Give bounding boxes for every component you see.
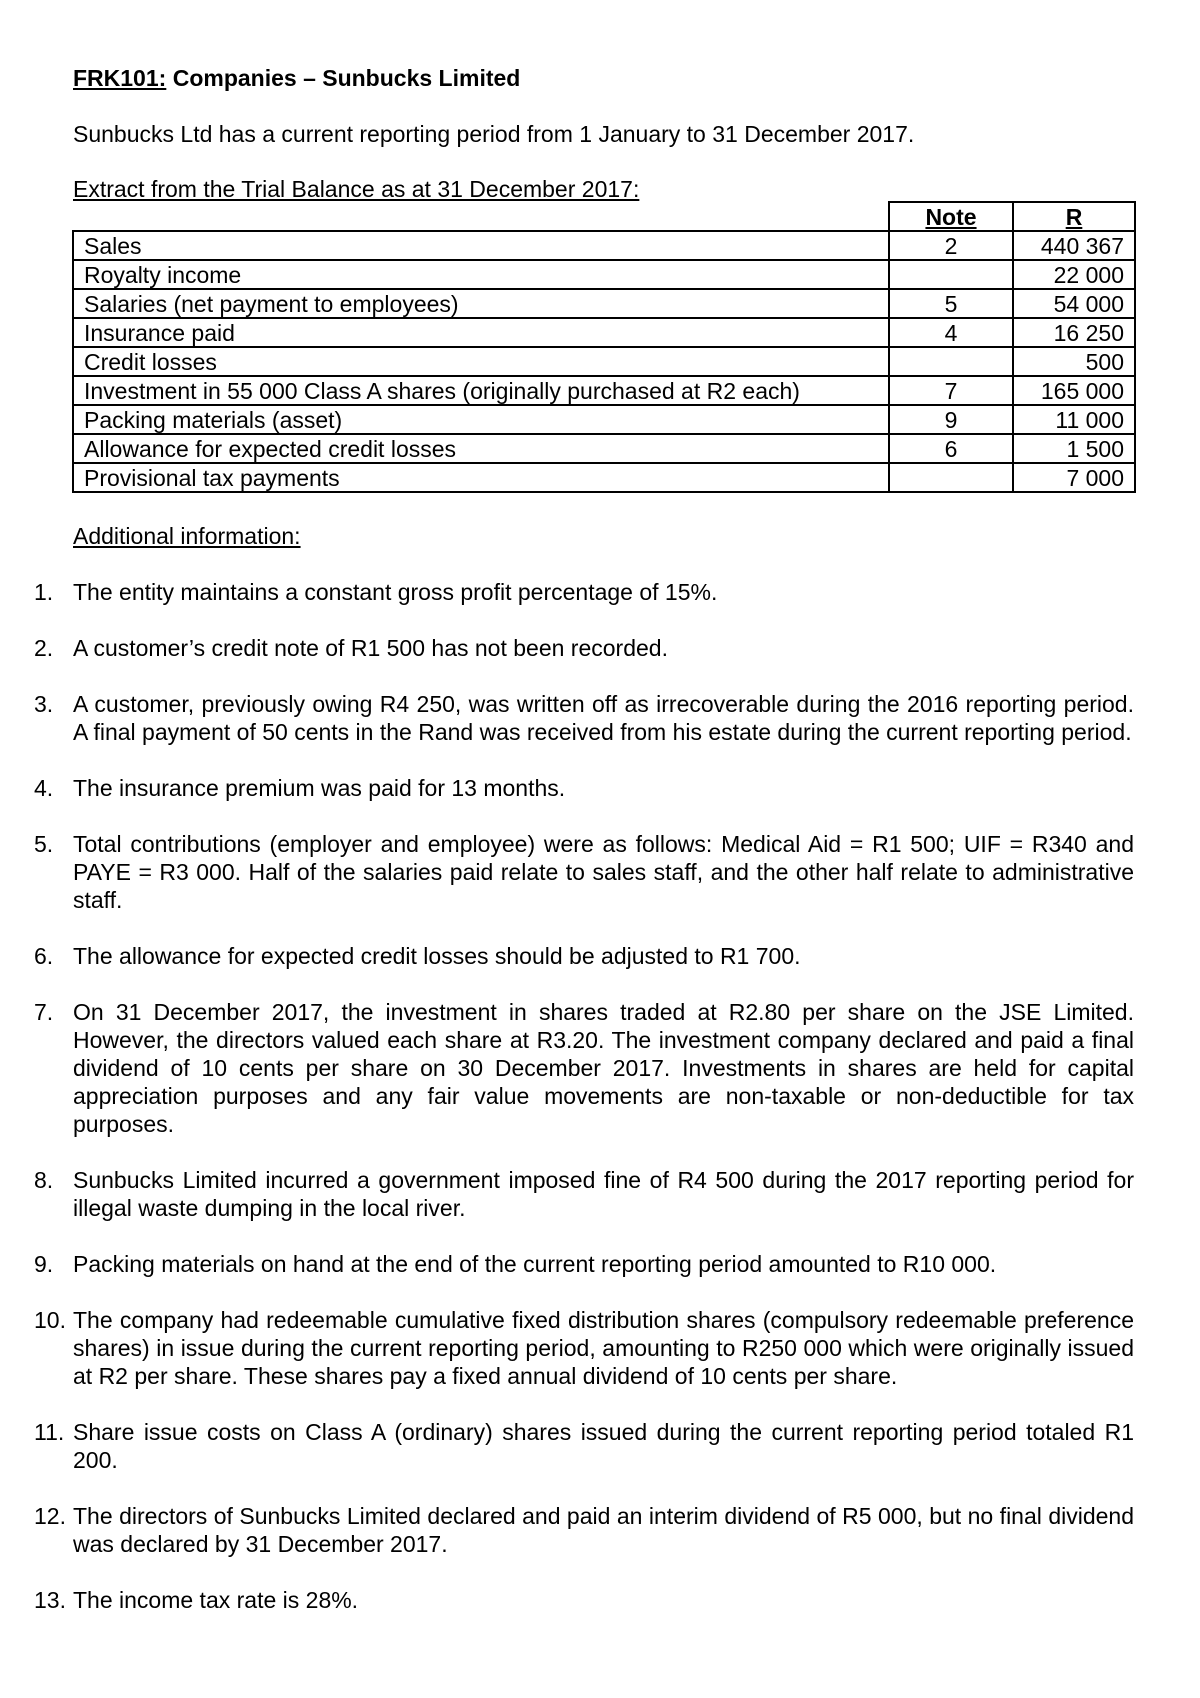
row-note: 2	[889, 231, 1013, 260]
table-row	[73, 347, 1135, 376]
item-text: Total contributions (employer and employee) were as follows: Medical Aid = R1 500; UIF = R340 and PAYE = R3 000. Half of the salaries paid relate to sales staff, and the other half relate to administrative staff.	[73, 831, 1134, 913]
list-item	[0, 1418, 1134, 1474]
row-amount: 16 250	[1013, 318, 1135, 347]
intro-paragraph: Sunbucks Ltd has a current reporting period from 1 January to 31 December 2017.	[73, 121, 915, 147]
table-header-row	[73, 202, 1135, 231]
list-item	[0, 1586, 1134, 1614]
row-description: Royalty income	[73, 260, 889, 289]
title-text: Companies – Sunbucks Limited	[166, 65, 521, 91]
table-row	[73, 318, 1135, 347]
row-description: Credit losses	[73, 347, 889, 376]
item-text: On 31 December 2017, the investment in shares traded at R2.80 per share on the JSE Limited. However, the directors valued each share at R3.20. The investment company declared and paid a final dividend of 10 cents per share on 30 December 2017. Investments in shares are held for capital appreciation purposes and any fair value movements are non-taxable or non-deductible for tax purposes.	[73, 999, 1134, 1137]
row-description: Insurance paid	[73, 318, 889, 347]
row-description: Packing materials (asset)	[73, 405, 889, 434]
page-title	[73, 64, 520, 92]
item-text: The allowance for expected credit losses should be adjusted to R1 700.	[73, 943, 801, 969]
list-item	[0, 830, 1134, 914]
item-number: 5.	[34, 831, 54, 857]
list-item	[0, 998, 1134, 1138]
row-amount: 22 000	[1013, 260, 1135, 289]
item-text: Share issue costs on Class A (ordinary) shares issued during the current reporting period totaled R1 200.	[73, 1419, 1134, 1473]
item-text: A customer’s credit note of R1 500 has not been recorded.	[73, 635, 668, 661]
item-number: 13.	[34, 1587, 66, 1613]
item-text: The insurance premium was paid for 13 months.	[73, 775, 566, 801]
table-row	[73, 231, 1135, 260]
item-number: 1.	[34, 579, 54, 605]
row-description: Sales	[73, 231, 889, 260]
header-note: Note	[889, 202, 1013, 231]
table-row	[73, 376, 1135, 405]
item-number: 2.	[34, 635, 54, 661]
item-text: Packing materials on hand at the end of the current reporting period amounted to R10 000.	[73, 1251, 997, 1277]
row-description: Allowance for expected credit losses	[73, 434, 889, 463]
trial-balance-table	[72, 201, 1136, 493]
row-amount: 500	[1013, 347, 1135, 376]
row-note	[889, 260, 1013, 289]
row-amount: 7 000	[1013, 463, 1135, 492]
list-item	[0, 942, 1134, 970]
additional-info-list	[0, 578, 1134, 1642]
item-text: The income tax rate is 28%.	[73, 1587, 359, 1613]
row-note: 7	[889, 376, 1013, 405]
item-number: 7.	[34, 999, 54, 1025]
row-description: Provisional tax payments	[73, 463, 889, 492]
item-text: The company had redeemable cumulative fixed distribution shares (compulsory redeemable preference shares) in issue during the current reporting period, amounting to R250 000 which were originally issued at R2 per share. These shares pay a fixed annual dividend of 10 cents per share.	[73, 1307, 1134, 1389]
row-amount: 1 500	[1013, 434, 1135, 463]
list-item	[0, 578, 1134, 606]
header-blank-cell	[73, 202, 889, 231]
item-text: A customer, previously owing R4 250, was written off as irrecoverable during the 2016 reporting period. A final payment of 50 cents in the Rand was received from his estate during the current reporting period.	[73, 691, 1134, 745]
row-note: 4	[889, 318, 1013, 347]
table-row	[73, 289, 1135, 318]
row-amount: 11 000	[1013, 405, 1135, 434]
row-description: Investment in 55 000 Class A shares (originally purchased at R2 each)	[73, 376, 889, 405]
table-row	[73, 434, 1135, 463]
row-amount: 54 000	[1013, 289, 1135, 318]
row-amount: 165 000	[1013, 376, 1135, 405]
item-number: 6.	[34, 943, 54, 969]
table-row	[73, 405, 1135, 434]
item-text: Sunbucks Limited incurred a government imposed fine of R4 500 during the 2017 reporting period for illegal waste dumping in the local river.	[73, 1167, 1134, 1221]
table-row	[73, 260, 1135, 289]
row-description: Salaries (net payment to employees)	[73, 289, 889, 318]
item-number: 3.	[34, 691, 54, 717]
row-note	[889, 347, 1013, 376]
item-number: 11.	[34, 1419, 65, 1445]
item-text: The entity maintains a constant gross profit percentage of 15%.	[73, 579, 718, 605]
list-item	[0, 1250, 1134, 1278]
course-code: FRK101:	[73, 65, 167, 91]
table-row	[73, 463, 1135, 492]
list-item	[0, 690, 1134, 746]
row-note	[889, 463, 1013, 492]
item-number: 4.	[34, 775, 54, 801]
row-note: 6	[889, 434, 1013, 463]
item-number: 9.	[34, 1251, 54, 1277]
row-note: 5	[889, 289, 1013, 318]
header-amount: R	[1013, 202, 1135, 231]
list-item	[0, 1502, 1134, 1558]
list-item	[0, 1306, 1134, 1390]
trial-balance-heading: Extract from the Trial Balance as at 31 December 2017:	[73, 176, 640, 202]
item-number: 12.	[34, 1503, 66, 1529]
item-text: The directors of Sunbucks Limited declared and paid an interim dividend of R5 000, but no final dividend was declared by 31 December 2017.	[73, 1503, 1134, 1557]
list-item	[0, 774, 1134, 802]
item-number: 8.	[34, 1167, 54, 1193]
item-number: 10.	[34, 1307, 66, 1333]
row-amount: 440 367	[1013, 231, 1135, 260]
additional-info-heading: Additional information:	[73, 523, 301, 549]
list-item	[0, 1166, 1134, 1222]
list-item	[0, 634, 1134, 662]
row-note: 9	[889, 405, 1013, 434]
